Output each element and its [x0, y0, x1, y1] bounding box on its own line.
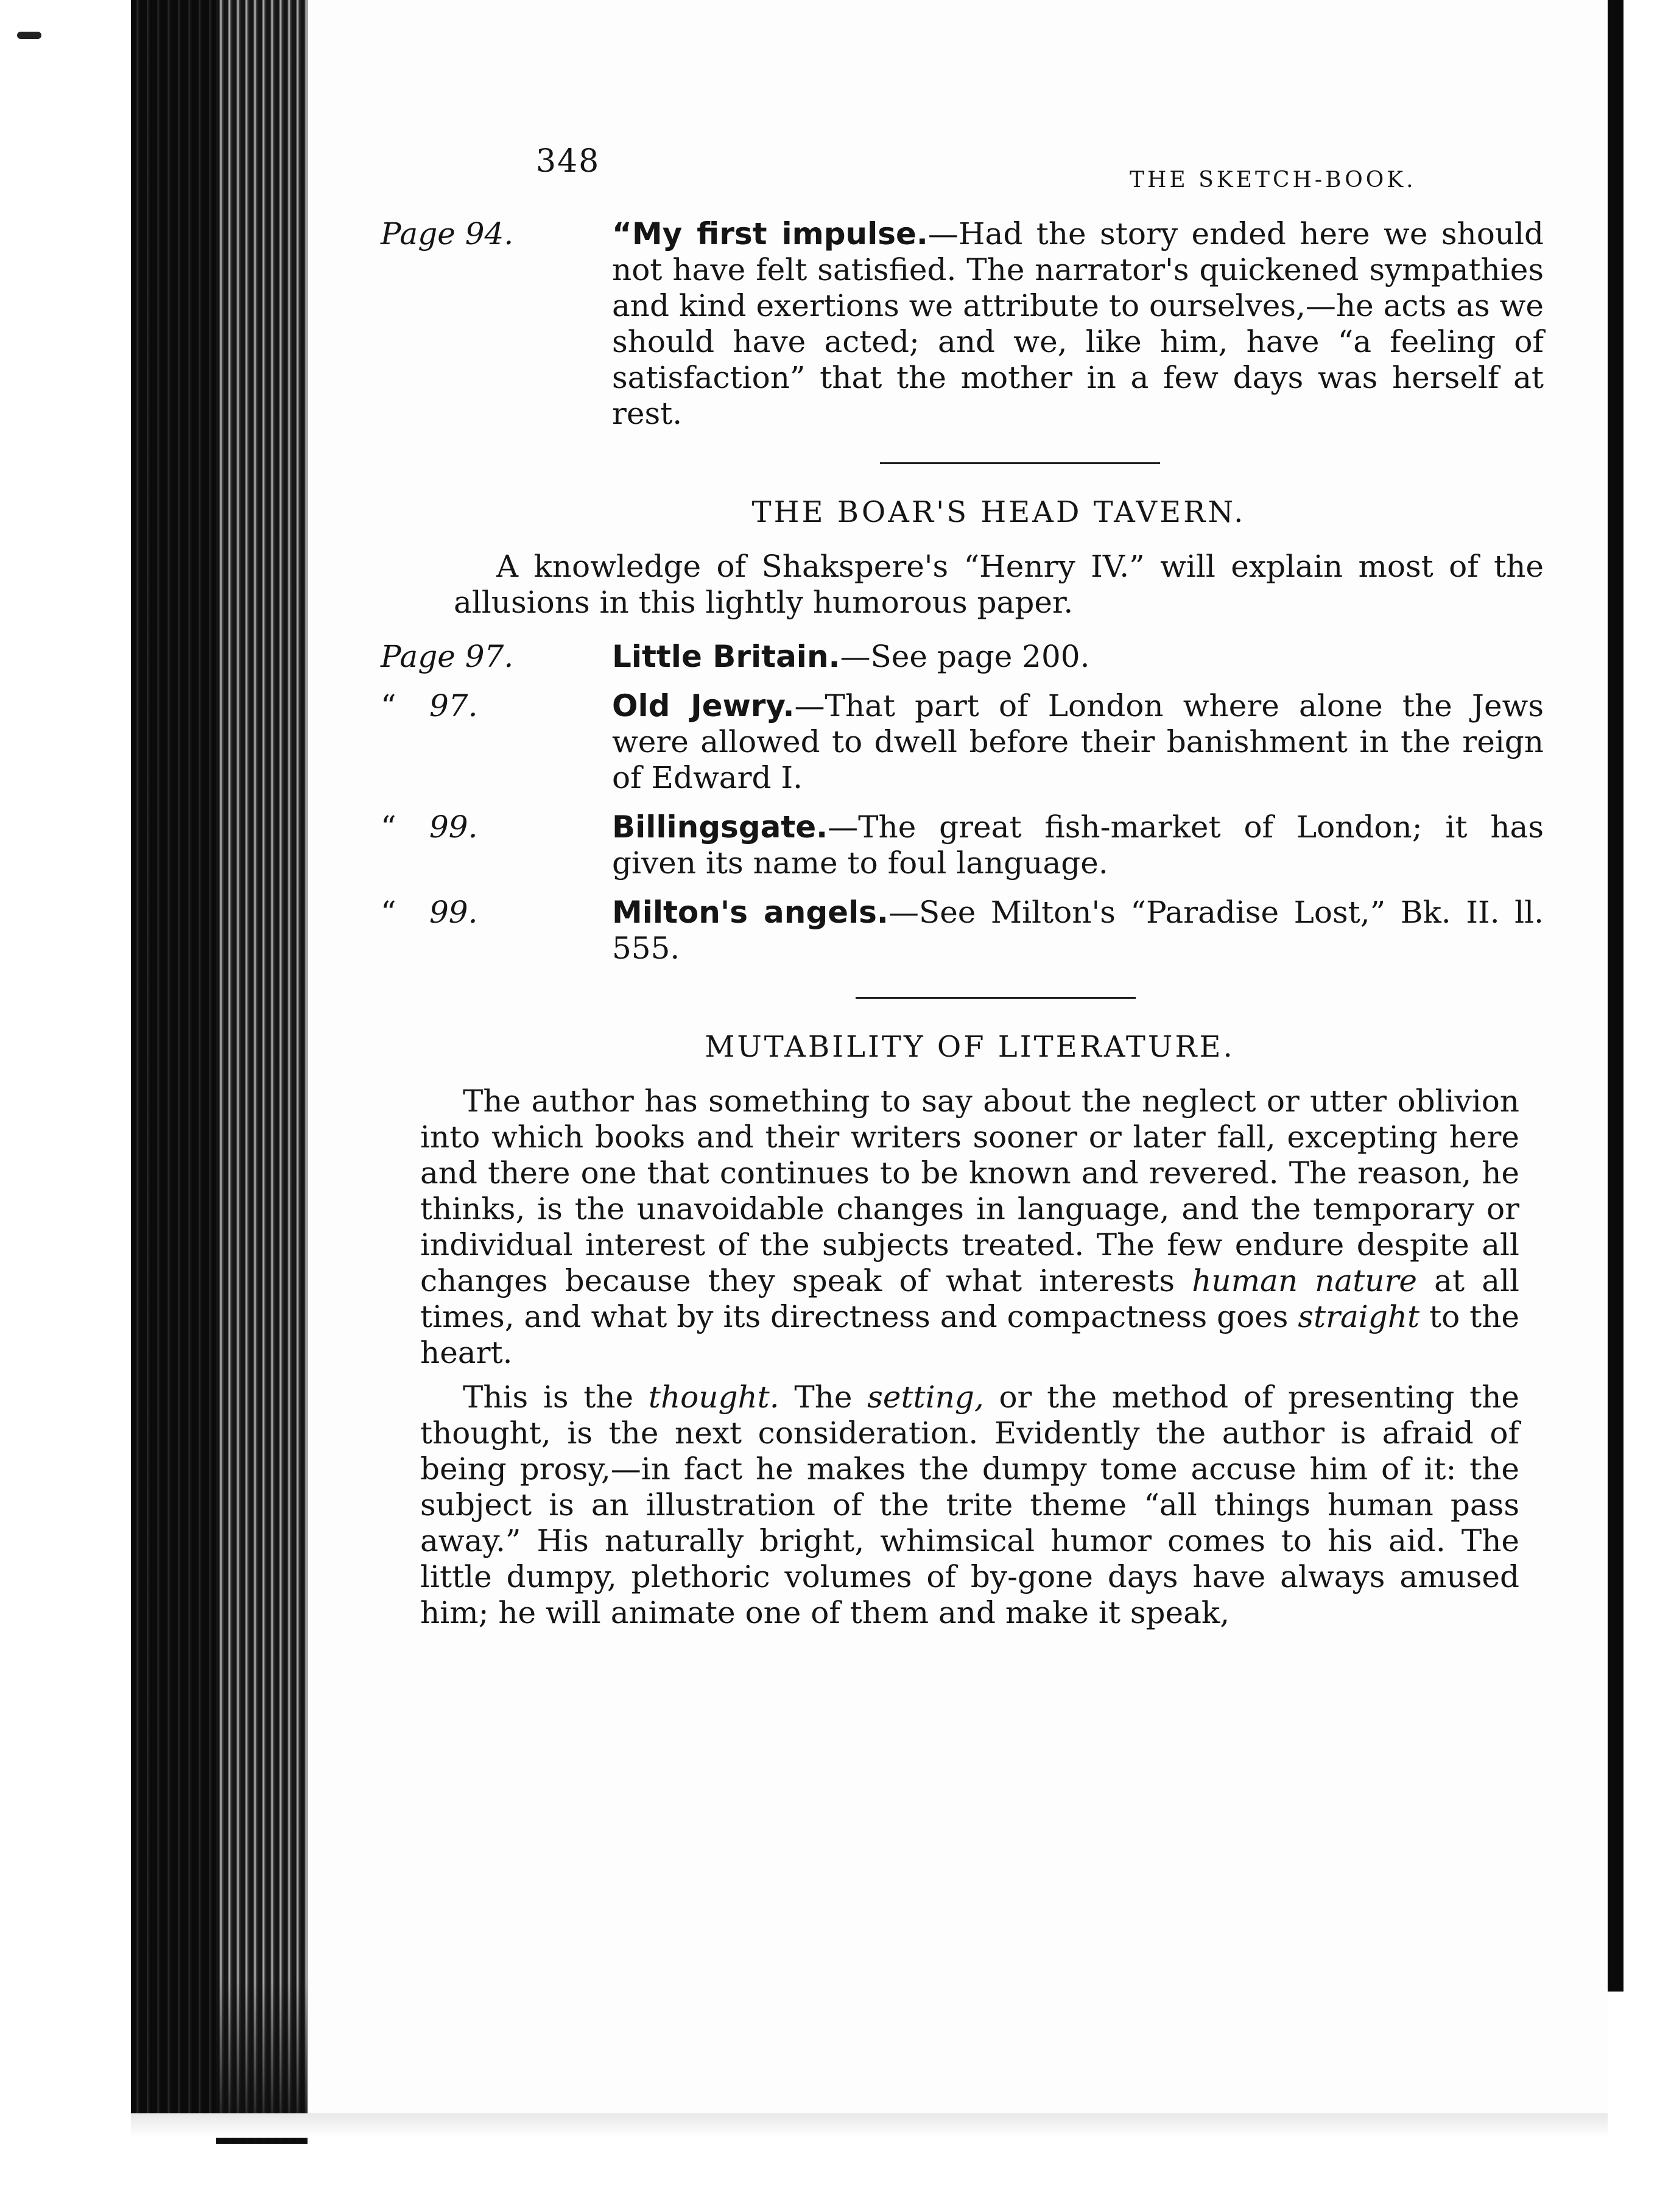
- text-run: or the method of presenting the thought, is the next consideration. Evidently the author is afraid of being prosy,—in fact he makes the dumpy tome accuse him of it: the subject is an illustration of the trite theme “all things human pass away.” His naturally bright, whimsical humor comes to his aid. The little dumpy, plethoric volumes of by-gone days have always amused him; he will animate one of them and make it speak,: [420, 1379, 1519, 1630]
- text-run: to the heart.: [420, 1299, 1519, 1370]
- note-text: —See page 200.: [840, 639, 1090, 674]
- section-mutability: [420, 1029, 1519, 1631]
- note-page-ref: [381, 639, 513, 675]
- note-term: Old Jewry.: [612, 688, 795, 724]
- paragraph: [420, 1083, 1519, 1371]
- right-page-edge: [1608, 0, 1671, 2212]
- text-run: The: [779, 1379, 868, 1415]
- section-title-mutability: MUTABILITY OF LITERATURE.: [705, 1030, 1235, 1064]
- note-term: Billingsgate.: [612, 809, 828, 845]
- running-head: [536, 143, 1571, 192]
- scan-speck: [17, 32, 41, 39]
- running-title: THE SKETCH-BOOK.: [1130, 167, 1416, 192]
- page-number: 348: [536, 143, 600, 180]
- note-term: Little Britain.: [612, 639, 840, 674]
- note-page-ref: [381, 895, 478, 931]
- note-old-jewry: [381, 688, 1544, 796]
- note-ref-label: 99.: [429, 895, 478, 930]
- note-page-ref: [381, 688, 478, 724]
- note-little-britain: [381, 639, 1544, 675]
- note-text: —Had the story ended here we should not have felt satisfied. The narrator's quickened sympathies and kind exertions we attribute to ourselves,—he acts as we should have acted; and we, like him, have “a feeling of satisfaction” that the mother in a few days was herself at rest.: [612, 216, 1544, 431]
- section-intro: A knowledge of Shakspere's “Henry IV.” will explain most of the allusions in this lightly humorous paper.: [454, 549, 1544, 620]
- text-run: This is the: [463, 1379, 649, 1415]
- book-spine: [131, 0, 216, 2132]
- text-run: The author has something to say about the neglect or utter oblivion into which books and their writers sooner or later fall, excepting here and there one that continues to be known and revered. The reason, he thinks, is the unavoidable changes in language, and the temporary or individual interest of the subjects treated. The few endure despite all changes because they speak of what interests: [420, 1083, 1519, 1298]
- paragraph: [420, 1379, 1519, 1631]
- section-divider: [880, 462, 1160, 464]
- italic-phrase: setting,: [867, 1379, 984, 1415]
- note-text: —See Milton's “Paradise Lost,” Bk. II. ll. 555.: [612, 895, 1544, 966]
- note-ref-label: 99.: [429, 809, 478, 845]
- section-title-boars-head: THE BOAR'S HEAD TAVERN.: [751, 495, 1246, 529]
- note-text: —The great fish-market of London; it has given its name to foul language.: [612, 809, 1544, 881]
- section-divider: [856, 997, 1136, 999]
- note-my-first-impulse: [381, 216, 1544, 432]
- note-page-ref: Page 94.: [381, 216, 514, 252]
- note-ref-label: Page 97.: [381, 639, 514, 674]
- page-edges: [216, 0, 308, 2144]
- italic-phrase: human nature: [1192, 1263, 1417, 1298]
- note-term: “My first impulse.: [612, 216, 928, 252]
- ditto-mark: “: [381, 809, 396, 845]
- note-billingsgate: [381, 809, 1544, 881]
- note-miltons-angels: [381, 895, 1544, 967]
- italic-phrase: thought.: [648, 1379, 779, 1415]
- note-text: —That part of London where alone the Jews were allowed to dwell before their banishment in the reign of Edward I.: [612, 688, 1544, 795]
- italic-phrase: straight: [1298, 1299, 1420, 1334]
- text-run: at all times, and what by its directness and compactness goes: [420, 1263, 1519, 1334]
- note-term: Milton's angels.: [612, 895, 888, 930]
- ditto-mark: “: [381, 688, 396, 724]
- note-page-ref: [381, 809, 478, 845]
- page-bottom-shadow: [131, 2113, 1623, 2138]
- ditto-mark: “: [381, 895, 396, 930]
- page-content: [381, 216, 1544, 1640]
- note-ref-label: 97.: [429, 688, 478, 724]
